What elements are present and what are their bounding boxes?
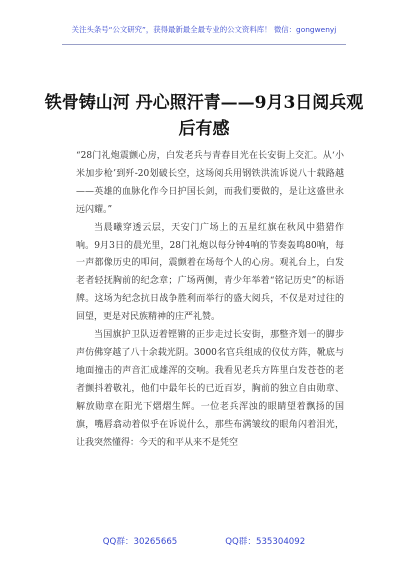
footer-qq-group-2: QQ群：535304092 [225, 537, 306, 547]
header-divider [62, 44, 346, 45]
document-body [76, 148, 344, 452]
body-paragraph: 当国旗护卫队迈着铿锵的正步走过长安街，那整齐划一的脚步声仿佛穿越了八十余载光阴。3000名官兵组成的仪仗方阵，靴底与地面撞击的声音汇成雄浑的交响。我看见老兵方阵里白发苍苍的老者颤抖着敬礼，他们中最年长的已近百岁，胸前的独立自由勋章、解放勋章在阳光下熠熠生辉。一位老兵浑浊的眼睛望着飘扬的国旗，嘴唇翕动着似乎在诉说什么，那些布满皱纹的眼角闪着泪光，让我突然懂得：今天的和平从来不是凭空 [76, 330, 344, 448]
document-title: 铁骨铸山河 丹心照汗青——9月3日阅兵观后有感 [44, 93, 364, 139]
body-paragraph-quote: “28门礼炮震颤心房，白发老兵与青春目光在长安街上交汇。从‘小米加步枪’到歼-20划破长空，这场阅兵用钢铁洪流诉说八十载路越——英雄的血脉化作今日护国长剑，而我们要做的，是让这盛世永远闪耀。” [76, 151, 344, 215]
header-notice: 关注头条号“公文研究”，获得最新最全最专业的公文资料库！ 微信：gongwenyj [71, 25, 337, 34]
body-paragraph: 当晨曦穿透云层，天安门广场上的五星红旗在秋风中猎猎作响。9月3日的晨光里，28门礼炮以每分钟4响的节奏轰鸣80响，每一声都像历史的叩问，震颤着在场每个人的心房。观礼台上，白发老者轻抚胸前的纪念章；广场两侧，青少年举着“铭记历史”的标语牌。这场为纪念抗日战争胜利而举行的盛大阅兵，不仅是对过往的回望，更是对民族精神的庄严礼赞。 [76, 222, 344, 323]
footer [0, 535, 408, 549]
footer-qq-group-1: QQ群：30265665 [102, 537, 178, 547]
